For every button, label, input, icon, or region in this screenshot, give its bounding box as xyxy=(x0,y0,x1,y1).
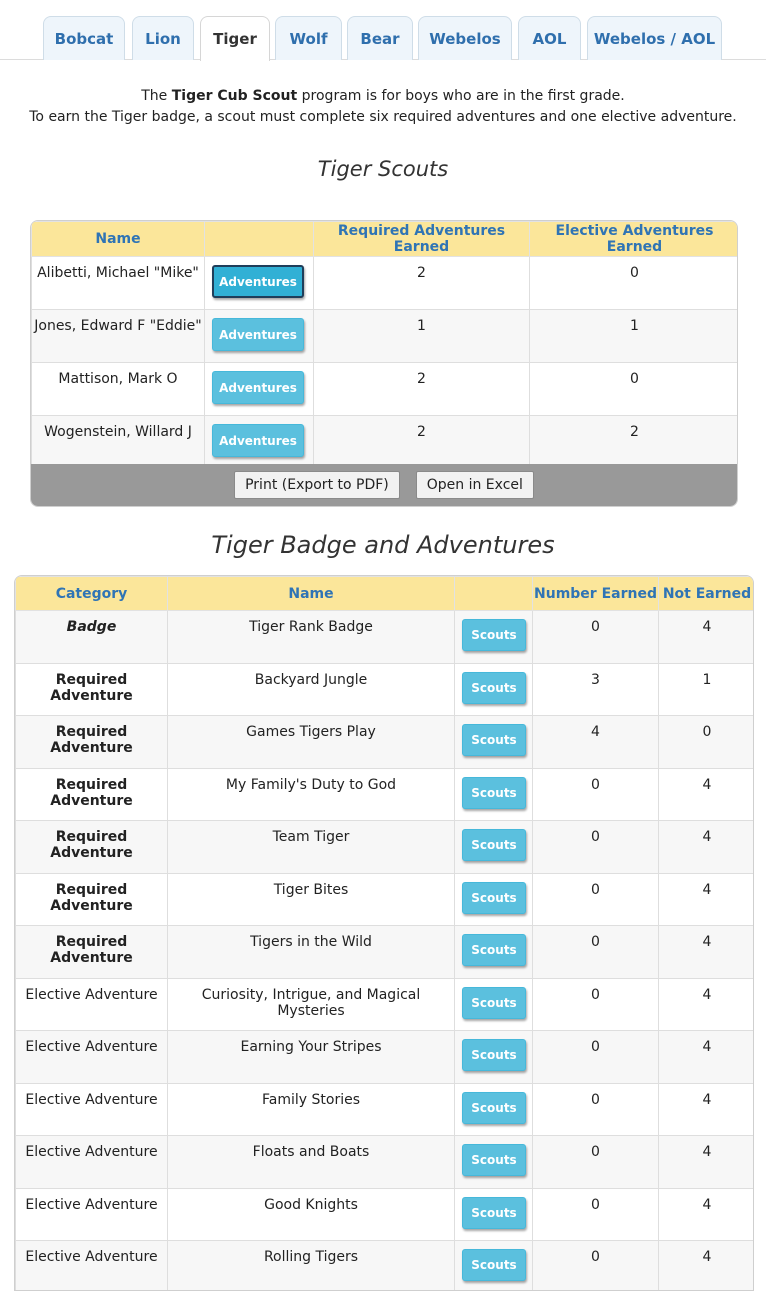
adventures-button[interactable]: Adventures xyxy=(212,371,304,404)
scouts-button[interactable]: Scouts xyxy=(462,829,526,861)
adventure-name: Tiger Rank Badge xyxy=(168,611,455,664)
intro-line-2: To earn the Tiger badge, a scout must complete six required adventures and one elective adventure. xyxy=(29,109,737,125)
number-earned: 0 xyxy=(533,1136,659,1189)
elective-earned: 0 xyxy=(530,363,739,416)
adventure-row xyxy=(16,1136,755,1189)
number-earned: 0 xyxy=(533,1031,659,1084)
scout-row xyxy=(32,363,739,416)
scout-name: Alibetti, Michael "Mike" xyxy=(32,257,205,310)
not-earned: 4 xyxy=(659,926,755,979)
adventure-action-cell xyxy=(455,1031,533,1084)
intro-suffix: program is for boys who are in the first grade. xyxy=(297,88,625,104)
adventure-category: Required Adventure xyxy=(16,821,168,874)
elective-earned: 2 xyxy=(530,416,739,469)
adventure-category: Badge xyxy=(16,611,168,664)
scouts-button[interactable]: Scouts xyxy=(462,672,526,704)
adventure-category: Elective Adventure xyxy=(16,978,168,1031)
adventure-row xyxy=(16,611,755,664)
col-header-name: Name xyxy=(32,222,205,257)
print-pdf-button[interactable]: Print (Export to PDF) xyxy=(234,471,400,499)
adventure-row xyxy=(16,716,755,769)
adventure-name: Rolling Tigers xyxy=(168,1241,455,1291)
adventures-button[interactable]: Adventures xyxy=(212,265,304,298)
adventure-name: Good Knights xyxy=(168,1188,455,1241)
open-excel-button[interactable]: Open in Excel xyxy=(416,471,534,499)
adventure-action-cell xyxy=(455,611,533,664)
required-earned: 2 xyxy=(314,416,530,469)
program-name: Tiger Cub Scout xyxy=(171,88,298,104)
number-earned: 0 xyxy=(533,611,659,664)
adventure-name: Family Stories xyxy=(168,1083,455,1136)
adventure-row xyxy=(16,1188,755,1241)
number-earned: 0 xyxy=(533,1241,659,1291)
not-earned: 4 xyxy=(659,1136,755,1189)
scouts-button[interactable]: Scouts xyxy=(462,1144,526,1176)
number-earned: 0 xyxy=(533,873,659,926)
number-earned: 0 xyxy=(533,821,659,874)
col-header-number-earned: Number Earned xyxy=(533,577,659,611)
number-earned: 0 xyxy=(533,978,659,1031)
scouts-button[interactable]: Scouts xyxy=(462,724,526,756)
number-earned: 4 xyxy=(533,716,659,769)
number-earned: 0 xyxy=(533,926,659,979)
col-header-action xyxy=(205,222,314,257)
scouts-table-panel xyxy=(30,220,738,507)
adventure-row xyxy=(16,768,755,821)
adventure-category: Elective Adventure xyxy=(16,1241,168,1291)
adventure-action-cell xyxy=(455,1083,533,1136)
adventure-category: Required Adventure xyxy=(16,716,168,769)
required-earned: 2 xyxy=(314,257,530,310)
adventure-name: Earning Your Stripes xyxy=(168,1031,455,1084)
not-earned: 0 xyxy=(659,716,755,769)
tab-tiger[interactable]: Tiger xyxy=(200,16,270,61)
not-earned: 4 xyxy=(659,873,755,926)
adventures-table-panel xyxy=(14,575,754,1291)
number-earned: 0 xyxy=(533,1083,659,1136)
rank-tabs xyxy=(0,0,766,60)
scouts-heading: Tiger Scouts xyxy=(317,157,449,181)
required-earned: 1 xyxy=(314,310,530,363)
scouts-table xyxy=(31,221,738,469)
adventure-row xyxy=(16,1083,755,1136)
adventure-row xyxy=(16,978,755,1031)
not-earned: 4 xyxy=(659,1083,755,1136)
scouts-table-header xyxy=(32,222,739,257)
number-earned: 0 xyxy=(533,768,659,821)
scout-name: Mattison, Mark O xyxy=(32,363,205,416)
adventure-row xyxy=(16,821,755,874)
number-earned: 3 xyxy=(533,663,659,716)
adventure-category: Elective Adventure xyxy=(16,1031,168,1084)
col-header-action xyxy=(455,577,533,611)
scout-name: Wogenstein, Willard J xyxy=(32,416,205,469)
scout-action-cell xyxy=(205,416,314,469)
adventure-category: Elective Adventure xyxy=(16,1136,168,1189)
adventure-action-cell xyxy=(455,926,533,979)
adventure-action-cell xyxy=(455,821,533,874)
scout-name: Jones, Edward F "Eddie" xyxy=(32,310,205,363)
adventure-name: Tiger Bites xyxy=(168,873,455,926)
scouts-button[interactable]: Scouts xyxy=(462,1039,526,1071)
not-earned: 1 xyxy=(659,663,755,716)
tab-wolf[interactable]: Wolf xyxy=(275,16,342,60)
elective-earned: 1 xyxy=(530,310,739,363)
adventure-category: Required Adventure xyxy=(16,663,168,716)
adventures-table-header xyxy=(16,577,755,611)
not-earned: 4 xyxy=(659,821,755,874)
scouts-table-footer xyxy=(31,464,737,506)
not-earned: 4 xyxy=(659,1241,755,1291)
col-header-category: Category xyxy=(16,577,168,611)
adventure-category: Elective Adventure xyxy=(16,1083,168,1136)
adventure-row xyxy=(16,1031,755,1084)
tab-lion[interactable]: Lion xyxy=(132,16,194,60)
not-earned: 4 xyxy=(659,1188,755,1241)
scouts-button[interactable]: Scouts xyxy=(462,619,526,651)
adventure-action-cell xyxy=(455,1188,533,1241)
adventure-action-cell xyxy=(455,716,533,769)
not-earned: 4 xyxy=(659,611,755,664)
col-header-not-earned: Not Earned xyxy=(659,577,755,611)
adventures-heading: Tiger Badge and Adventures xyxy=(211,531,555,559)
adventure-category: Elective Adventure xyxy=(16,1188,168,1241)
adventure-name: Tigers in the Wild xyxy=(168,926,455,979)
adventure-name: Team Tiger xyxy=(168,821,455,874)
intro-line-1 xyxy=(0,86,766,107)
elective-earned: 0 xyxy=(530,257,739,310)
adventure-row xyxy=(16,926,755,979)
scout-action-cell xyxy=(205,257,314,310)
adventure-category: Required Adventure xyxy=(16,873,168,926)
scouts-button[interactable]: Scouts xyxy=(462,777,526,809)
scouts-button[interactable]: Scouts xyxy=(462,934,526,966)
adventure-name: Floats and Boats xyxy=(168,1136,455,1189)
scout-action-cell xyxy=(205,363,314,416)
intro-text xyxy=(0,86,766,128)
scouts-button[interactable]: Scouts xyxy=(462,987,526,1019)
adventures-button[interactable]: Adventures xyxy=(212,424,304,457)
scout-row xyxy=(32,416,739,469)
tab-bobcat[interactable]: Bobcat xyxy=(43,16,125,60)
intro-prefix: The xyxy=(141,88,172,104)
not-earned: 4 xyxy=(659,768,755,821)
scouts-button[interactable]: Scouts xyxy=(462,1092,526,1124)
col-header-required: Required Adventures Earned xyxy=(314,222,530,257)
not-earned: 4 xyxy=(659,978,755,1031)
adventure-category: Required Adventure xyxy=(16,768,168,821)
adventure-name: Curiosity, Intrigue, and Magical Mysteries xyxy=(168,978,455,1031)
tab-bear[interactable]: Bear xyxy=(347,16,413,60)
number-earned: 0 xyxy=(533,1188,659,1241)
required-earned: 2 xyxy=(314,363,530,416)
adventures-button[interactable]: Adventures xyxy=(212,318,304,351)
scouts-button[interactable]: Scouts xyxy=(462,1249,526,1281)
tab-webelos-aol[interactable]: Webelos / AOL xyxy=(587,16,722,60)
scout-row xyxy=(32,310,739,363)
adventures-table xyxy=(15,576,754,1291)
scout-action-cell xyxy=(205,310,314,363)
tab-aol[interactable]: AOL xyxy=(518,16,581,60)
scout-row xyxy=(32,257,739,310)
adventure-action-cell xyxy=(455,663,533,716)
adventure-action-cell xyxy=(455,1241,533,1291)
scouts-button[interactable]: Scouts xyxy=(462,1197,526,1229)
col-header-adventure-name: Name xyxy=(168,577,455,611)
adventure-action-cell xyxy=(455,1136,533,1189)
adventure-action-cell xyxy=(455,768,533,821)
adventure-name: My Family's Duty to God xyxy=(168,768,455,821)
adventure-row xyxy=(16,663,755,716)
adventure-row xyxy=(16,1241,755,1291)
adventure-name: Backyard Jungle xyxy=(168,663,455,716)
adventure-name: Games Tigers Play xyxy=(168,716,455,769)
adventure-category: Required Adventure xyxy=(16,926,168,979)
adventure-action-cell xyxy=(455,978,533,1031)
not-earned: 4 xyxy=(659,1031,755,1084)
adventure-action-cell xyxy=(455,873,533,926)
scouts-button[interactable]: Scouts xyxy=(462,882,526,914)
adventure-row xyxy=(16,873,755,926)
tab-webelos[interactable]: Webelos xyxy=(418,16,512,60)
col-header-elective: Elective Adventures Earned xyxy=(530,222,739,257)
